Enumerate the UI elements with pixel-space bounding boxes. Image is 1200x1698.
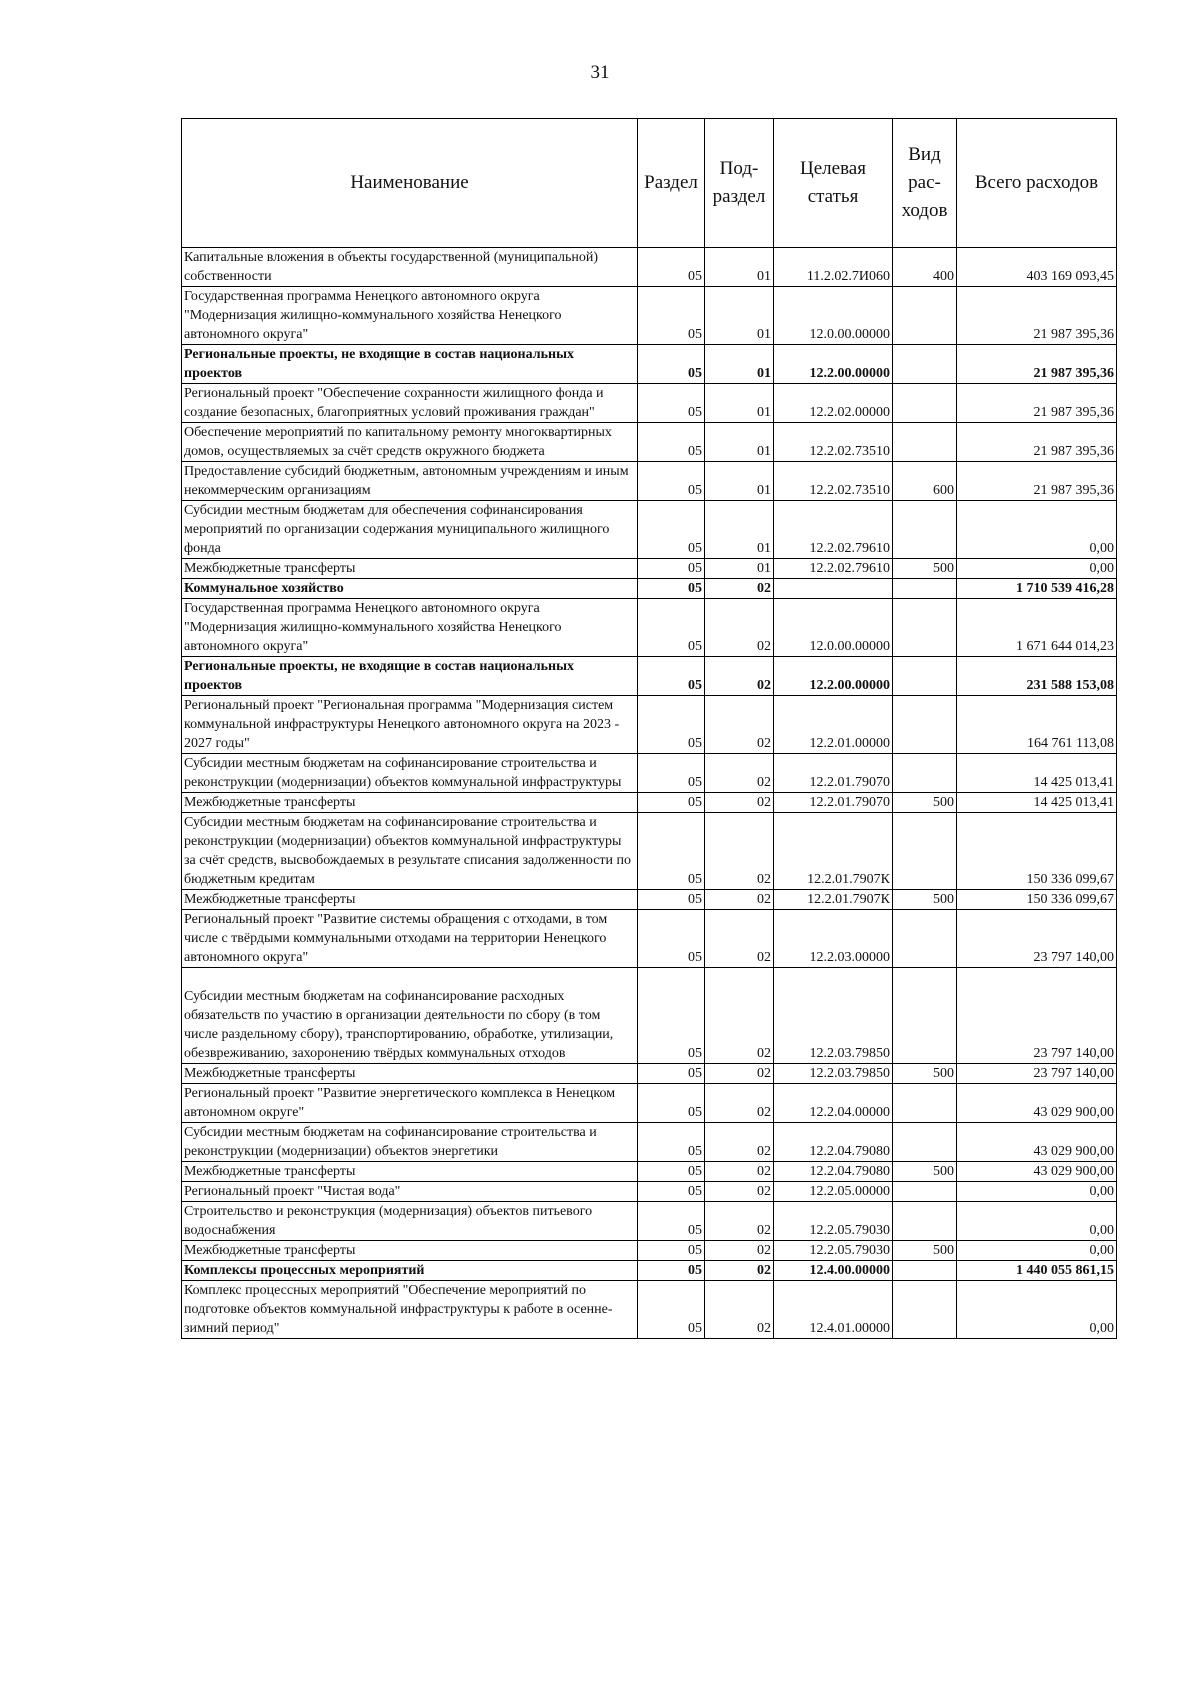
cell-subsection: 02 bbox=[705, 1162, 774, 1182]
cell-subsection: 02 bbox=[705, 1123, 774, 1162]
cell-type: 400 bbox=[893, 248, 957, 287]
cell-total: 164 761 113,08 bbox=[957, 696, 1117, 754]
cell-name: Комплекс процессных мероприятий "Обеспечение мероприятий по подготовке объектов коммунальной инфраструктуры к работе в осенне-зимний период" bbox=[182, 1281, 638, 1339]
table-row bbox=[182, 1202, 1117, 1241]
cell-subsection: 02 bbox=[705, 813, 774, 890]
cell-total: 14 425 013,41 bbox=[957, 793, 1117, 813]
cell-name: Региональный проект "Обеспечение сохранности жилищного фонда и создание безопасных, благоприятных условий проживания граждан" bbox=[182, 384, 638, 423]
cell-target: 12.2.04.79080 bbox=[774, 1123, 893, 1162]
cell-total: 403 169 093,45 bbox=[957, 248, 1117, 287]
cell-target: 12.2.03.00000 bbox=[774, 910, 893, 968]
table-row bbox=[182, 1281, 1117, 1339]
cell-target: 12.2.02.79610 bbox=[774, 559, 893, 579]
cell-target: 12.4.01.00000 bbox=[774, 1281, 893, 1339]
cell-type bbox=[893, 1123, 957, 1162]
cell-section: 05 bbox=[638, 1241, 705, 1261]
cell-subsection: 01 bbox=[705, 384, 774, 423]
table-row bbox=[182, 754, 1117, 793]
cell-total: 21 987 395,36 bbox=[957, 384, 1117, 423]
cell-total: 21 987 395,36 bbox=[957, 287, 1117, 345]
table-row bbox=[182, 968, 1117, 1064]
cell-type bbox=[893, 501, 957, 559]
table-row bbox=[182, 345, 1117, 384]
cell-section: 05 bbox=[638, 1123, 705, 1162]
cell-name: Субсидии местным бюджетам на софинансирование строительства и реконструкции (модернизации) объектов коммунальной инфраструктуры за счёт средств, высвобождаемых в результате списания задолженности по бюджетным кредитам bbox=[182, 813, 638, 890]
cell-section: 05 bbox=[638, 1202, 705, 1241]
cell-section: 05 bbox=[638, 248, 705, 287]
cell-subsection: 01 bbox=[705, 345, 774, 384]
cell-target: 12.4.00.00000 bbox=[774, 1261, 893, 1281]
cell-target: 12.2.01.79070 bbox=[774, 793, 893, 813]
cell-type bbox=[893, 696, 957, 754]
cell-target: 12.2.03.79850 bbox=[774, 968, 893, 1064]
cell-target: 12.2.05.79030 bbox=[774, 1241, 893, 1261]
header-section: Раздел bbox=[638, 119, 705, 248]
cell-name: Межбюджетные трансферты bbox=[182, 1241, 638, 1261]
cell-section: 05 bbox=[638, 910, 705, 968]
cell-subsection: 01 bbox=[705, 559, 774, 579]
cell-subsection: 02 bbox=[705, 579, 774, 599]
cell-name: Субсидии местным бюджетам на софинансирование строительства и реконструкции (модернизации) объектов энергетики bbox=[182, 1123, 638, 1162]
cell-name: Субсидии местным бюджетам на софинансирование расходных обязательств по участию в организации деятельности по сбору (в том числе раздельному сбору), транспортированию, обработке, утилизации, обезвреживанию, захоронению твёрдых коммунальных отходов bbox=[182, 968, 638, 1064]
table-row bbox=[182, 599, 1117, 657]
cell-name: Региональные проекты, не входящие в состав национальных проектов bbox=[182, 345, 638, 384]
cell-section: 05 bbox=[638, 287, 705, 345]
cell-name: Региональный проект "Чистая вода" bbox=[182, 1182, 638, 1202]
cell-subsection: 01 bbox=[705, 501, 774, 559]
cell-type: 500 bbox=[893, 1241, 957, 1261]
table-row bbox=[182, 1123, 1117, 1162]
table-row bbox=[182, 559, 1117, 579]
table-row bbox=[182, 1241, 1117, 1261]
cell-target: 12.2.02.00000 bbox=[774, 384, 893, 423]
cell-target: 11.2.02.7И060 bbox=[774, 248, 893, 287]
cell-section: 05 bbox=[638, 890, 705, 910]
cell-type bbox=[893, 384, 957, 423]
cell-target: 12.2.05.00000 bbox=[774, 1182, 893, 1202]
cell-type bbox=[893, 287, 957, 345]
table-row bbox=[182, 1162, 1117, 1182]
cell-section: 05 bbox=[638, 559, 705, 579]
page-number: 31 bbox=[590, 62, 610, 83]
cell-subsection: 01 bbox=[705, 287, 774, 345]
cell-type bbox=[893, 1202, 957, 1241]
cell-name: Субсидии местным бюджетам на софинансирование строительства и реконструкции (модернизации) объектов коммунальной инфраструктуры bbox=[182, 754, 638, 793]
cell-name: Комплексы процессных мероприятий bbox=[182, 1261, 638, 1281]
cell-type bbox=[893, 579, 957, 599]
cell-target: 12.2.00.00000 bbox=[774, 657, 893, 696]
cell-type: 500 bbox=[893, 890, 957, 910]
cell-type bbox=[893, 423, 957, 462]
cell-subsection: 02 bbox=[705, 968, 774, 1064]
cell-subsection: 02 bbox=[705, 890, 774, 910]
table-row bbox=[182, 1261, 1117, 1281]
cell-section: 05 bbox=[638, 754, 705, 793]
cell-type bbox=[893, 1084, 957, 1123]
cell-total: 14 425 013,41 bbox=[957, 754, 1117, 793]
cell-target: 12.2.01.00000 bbox=[774, 696, 893, 754]
cell-type bbox=[893, 1261, 957, 1281]
cell-subsection: 02 bbox=[705, 910, 774, 968]
cell-type: 500 bbox=[893, 1064, 957, 1084]
cell-type bbox=[893, 657, 957, 696]
cell-name: Субсидии местным бюджетам для обеспечения софинансирования мероприятий по организации содержания муниципального жилищного фонда bbox=[182, 501, 638, 559]
cell-name: Межбюджетные трансферты bbox=[182, 793, 638, 813]
cell-subsection: 01 bbox=[705, 248, 774, 287]
cell-name: Региональный проект "Региональная программа "Модернизация систем коммунальной инфраструктуры Ненецкого автономного округа на 2023 - 2027 годы" bbox=[182, 696, 638, 754]
header-total: Всего расходов bbox=[957, 119, 1117, 248]
cell-section: 05 bbox=[638, 423, 705, 462]
cell-section: 05 bbox=[638, 462, 705, 501]
cell-name: Капитальные вложения в объекты государственной (муниципальной) собственности bbox=[182, 248, 638, 287]
cell-type: 500 bbox=[893, 793, 957, 813]
cell-name: Государственная программа Ненецкого автономного округа "Модернизация жилищно-коммунального хозяйства Ненецкого автономного округа" bbox=[182, 599, 638, 657]
cell-name: Региональные проекты, не входящие в состав национальных проектов bbox=[182, 657, 638, 696]
table-row bbox=[182, 384, 1117, 423]
cell-total: 1 710 539 416,28 bbox=[957, 579, 1117, 599]
cell-subsection: 02 bbox=[705, 754, 774, 793]
table-row bbox=[182, 890, 1117, 910]
table-row bbox=[182, 462, 1117, 501]
cell-name: Коммунальное хозяйство bbox=[182, 579, 638, 599]
table-row bbox=[182, 579, 1117, 599]
cell-type bbox=[893, 1281, 957, 1339]
cell-name: Обеспечение мероприятий по капитальному ремонту многоквартирных домов, осуществляемых за счёт средств окружного бюджета bbox=[182, 423, 638, 462]
cell-subsection: 02 bbox=[705, 1281, 774, 1339]
cell-type bbox=[893, 968, 957, 1064]
table-row bbox=[182, 423, 1117, 462]
cell-target: 12.2.01.7907К bbox=[774, 813, 893, 890]
cell-target: 12.2.01.7907К bbox=[774, 890, 893, 910]
cell-subsection: 02 bbox=[705, 1261, 774, 1281]
table-row bbox=[182, 1182, 1117, 1202]
table-row bbox=[182, 287, 1117, 345]
cell-name: Межбюджетные трансферты bbox=[182, 1064, 638, 1084]
cell-target: 12.2.00.00000 bbox=[774, 345, 893, 384]
cell-section: 05 bbox=[638, 345, 705, 384]
cell-name: Государственная программа Ненецкого автономного округа "Модернизация жилищно-коммунального хозяйства Ненецкого автономного округа" bbox=[182, 287, 638, 345]
table-row bbox=[182, 501, 1117, 559]
cell-name: Межбюджетные трансферты bbox=[182, 890, 638, 910]
cell-section: 05 bbox=[638, 793, 705, 813]
cell-section: 05 bbox=[638, 1162, 705, 1182]
table-header-row bbox=[182, 119, 1117, 248]
cell-type bbox=[893, 813, 957, 890]
cell-target: 12.2.02.73510 bbox=[774, 462, 893, 501]
cell-total: 23 797 140,00 bbox=[957, 910, 1117, 968]
cell-total: 0,00 bbox=[957, 501, 1117, 559]
cell-type: 600 bbox=[893, 462, 957, 501]
cell-total: 150 336 099,67 bbox=[957, 813, 1117, 890]
cell-target: 12.0.00.00000 bbox=[774, 599, 893, 657]
cell-target: 12.2.02.73510 bbox=[774, 423, 893, 462]
cell-section: 05 bbox=[638, 1064, 705, 1084]
cell-total: 21 987 395,36 bbox=[957, 345, 1117, 384]
cell-total: 43 029 900,00 bbox=[957, 1084, 1117, 1123]
cell-total: 21 987 395,36 bbox=[957, 462, 1117, 501]
cell-target: 12.2.03.79850 bbox=[774, 1064, 893, 1084]
cell-subsection: 02 bbox=[705, 1064, 774, 1084]
table-row bbox=[182, 696, 1117, 754]
cell-target bbox=[774, 579, 893, 599]
table-row bbox=[182, 657, 1117, 696]
cell-section: 05 bbox=[638, 696, 705, 754]
cell-subsection: 02 bbox=[705, 657, 774, 696]
cell-type bbox=[893, 1182, 957, 1202]
cell-total: 150 336 099,67 bbox=[957, 890, 1117, 910]
header-target: Целевая статья bbox=[774, 119, 893, 248]
cell-section: 05 bbox=[638, 968, 705, 1064]
cell-target: 12.2.05.79030 bbox=[774, 1202, 893, 1241]
cell-name: Региональный проект "Развитие энергетического комплекса в Ненецком автономном округе" bbox=[182, 1084, 638, 1123]
cell-section: 05 bbox=[638, 813, 705, 890]
budget-table bbox=[181, 118, 1117, 1339]
cell-total: 43 029 900,00 bbox=[957, 1123, 1117, 1162]
cell-name: Предоставление субсидий бюджетным, автономным учреждениям и иным некоммерческим организациям bbox=[182, 462, 638, 501]
cell-section: 05 bbox=[638, 1182, 705, 1202]
cell-section: 05 bbox=[638, 1084, 705, 1123]
cell-total: 21 987 395,36 bbox=[957, 423, 1117, 462]
cell-name: Региональный проект "Развитие системы обращения с отходами, в том числе с твёрдыми коммунальными отходами на территории Ненецкого автономного округа" bbox=[182, 910, 638, 968]
cell-type bbox=[893, 345, 957, 384]
cell-subsection: 02 bbox=[705, 1182, 774, 1202]
table-row bbox=[182, 248, 1117, 287]
cell-target: 12.2.04.79080 bbox=[774, 1162, 893, 1182]
cell-section: 05 bbox=[638, 1281, 705, 1339]
cell-total: 1 671 644 014,23 bbox=[957, 599, 1117, 657]
cell-subsection: 02 bbox=[705, 1202, 774, 1241]
cell-section: 05 bbox=[638, 384, 705, 423]
cell-section: 05 bbox=[638, 579, 705, 599]
cell-total: 0,00 bbox=[957, 1241, 1117, 1261]
cell-section: 05 bbox=[638, 1261, 705, 1281]
cell-name: Межбюджетные трансферты bbox=[182, 1162, 638, 1182]
table-row bbox=[182, 1064, 1117, 1084]
cell-type: 500 bbox=[893, 559, 957, 579]
cell-type bbox=[893, 910, 957, 968]
cell-total: 23 797 140,00 bbox=[957, 968, 1117, 1064]
table-body bbox=[182, 248, 1117, 1339]
cell-subsection: 02 bbox=[705, 1241, 774, 1261]
cell-subsection: 01 bbox=[705, 423, 774, 462]
cell-total: 1 440 055 861,15 bbox=[957, 1261, 1117, 1281]
cell-total: 43 029 900,00 bbox=[957, 1162, 1117, 1182]
cell-subsection: 02 bbox=[705, 599, 774, 657]
table-row bbox=[182, 793, 1117, 813]
cell-total: 0,00 bbox=[957, 1182, 1117, 1202]
cell-total: 0,00 bbox=[957, 1281, 1117, 1339]
cell-subsection: 02 bbox=[705, 696, 774, 754]
header-name: Наименование bbox=[182, 119, 638, 248]
cell-name: Строительство и реконструкция (модернизация) объектов питьевого водоснабжения bbox=[182, 1202, 638, 1241]
cell-total: 231 588 153,08 bbox=[957, 657, 1117, 696]
table-row bbox=[182, 910, 1117, 968]
cell-target: 12.2.01.79070 bbox=[774, 754, 893, 793]
cell-section: 05 bbox=[638, 657, 705, 696]
table-row bbox=[182, 813, 1117, 890]
header-subsection: Под-раздел bbox=[705, 119, 774, 248]
cell-total: 23 797 140,00 bbox=[957, 1064, 1117, 1084]
cell-type: 500 bbox=[893, 1162, 957, 1182]
cell-section: 05 bbox=[638, 501, 705, 559]
cell-target: 12.0.00.00000 bbox=[774, 287, 893, 345]
table-row bbox=[182, 1084, 1117, 1123]
cell-total: 0,00 bbox=[957, 559, 1117, 579]
header-type: Вид рас-ходов bbox=[893, 119, 957, 248]
cell-subsection: 02 bbox=[705, 793, 774, 813]
cell-total: 0,00 bbox=[957, 1202, 1117, 1241]
cell-target: 12.2.02.79610 bbox=[774, 501, 893, 559]
cell-subsection: 02 bbox=[705, 1084, 774, 1123]
cell-section: 05 bbox=[638, 599, 705, 657]
cell-name: Межбюджетные трансферты bbox=[182, 559, 638, 579]
cell-type bbox=[893, 754, 957, 793]
cell-type bbox=[893, 599, 957, 657]
cell-target: 12.2.04.00000 bbox=[774, 1084, 893, 1123]
cell-subsection: 01 bbox=[705, 462, 774, 501]
